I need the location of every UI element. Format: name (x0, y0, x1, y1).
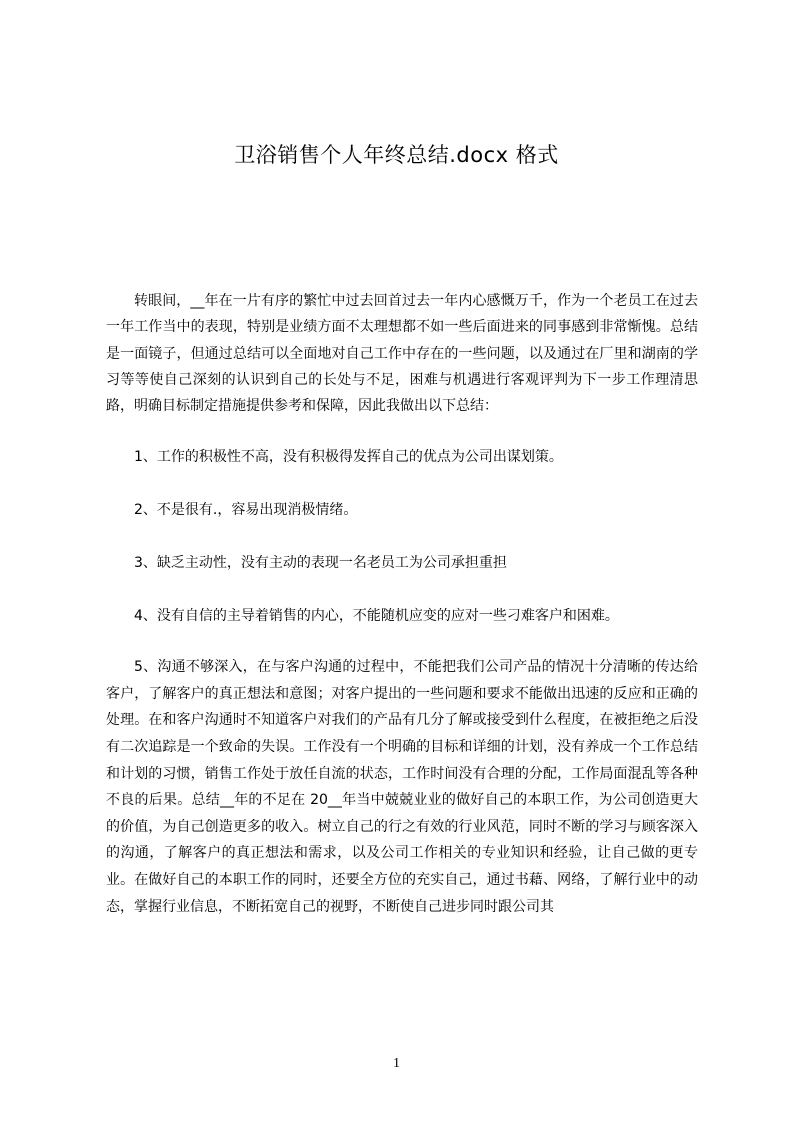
list-item: 3、缺乏主动性，没有主动的表现一名老员工为公司承担重担 (134, 555, 507, 572)
document-body (106, 288, 698, 920)
document-title: 卫浴销售个人年终总结.docx 格式 (234, 143, 559, 167)
page-number: 1 (393, 1056, 400, 1071)
list-item: 4、没有自信的主导着销售的内心，不能随机应变的应对一些刁难客户和困难。 (134, 607, 619, 624)
intro-paragraph: 转眼间，__年在一片有序的繁忙中过去回首过去一年内心感慨万千，作为一个老员工在过去一年工作当中的表现，特别是业绩方面不太理想都不如一些后面进来的同事感到非常惭愧。总结是一面镜子，但通过总结可以全面地对自己工作中存在的一些问题，以及通过在厂里和湖南的学习等等使自己深刻的认识到自己的长处与不足，困难与机遇进行客观评判为下一步工作理清思路，明确目标制定措施提供参考和保障，因此我做出以下总结： (106, 293, 698, 415)
item5-paragraph: 5、沟通不够深入，在与客户沟通的过程中，不能把我们公司产品的情况十分清晰的传达给客户，了解客户的真正想法和意图；对客户提出的一些问题和要求不能做出迅速的反应和正确的处理。在和客户沟通时不知道客户对我们的产品有几分了解或接受到什么程度，在被拒绝之后没有二次追踪是一个致命的失误。工作没有一个明确的目标和详细的计划，没有养成一个工作总结和计划的习惯，销售工作处于放任自流的状态，工作时间没有合理的分配，工作局面混乱等各种不良的后果。总结__年的不足在 20__年当中兢兢业业的做好自己的本职工作，为公司创造更大的价值，为自己创造更多的收入。树立自己的行之有效的行业风范，同时不断的学习与顾客深入的沟通，了解客户的真正想法和需求，以及公司工作相关的专业知识和经验，让自己做的更专业。在做好自己的本职工作的同时，还要全方位的充实自己，通过书藉、网络，了解行业中的动态，掌握行业信息，不断拓宽自己的视野，不断使自己进步同时跟公司其 (106, 659, 698, 915)
list-item: 2、不是很有.，容易出现消极情绪。 (134, 502, 358, 519)
list-item: 1、工作的积极性不高，没有积极得发挥自己的优点为公司出谋划策。 (134, 449, 563, 466)
shortcomings-list (106, 444, 698, 629)
